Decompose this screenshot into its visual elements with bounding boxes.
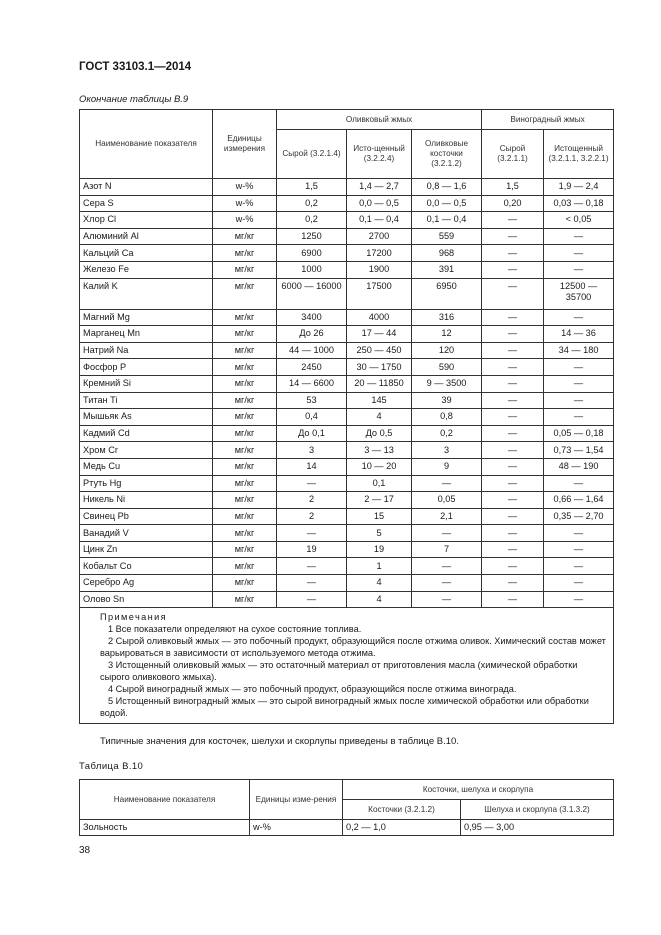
cell-olive-exhausted: 145 [347,392,412,409]
subheader-grape-raw: Сырой (3.2.1.1) [482,130,544,179]
cell-olive-raw: — [277,575,347,592]
cell-name: Ртуть Hg [80,475,213,492]
table-row [80,409,614,426]
cell-unit: мг/кг [213,525,277,542]
cell-olive-raw: 1250 [277,228,347,245]
cell-olive-pits: — [412,575,482,592]
cell-grape-raw: — [482,591,544,608]
cell-name: Железо Fe [80,261,213,278]
cell-olive-exhausted: 2700 [347,228,412,245]
t10-cell-name: Зольность [80,820,250,836]
cell-olive-raw: 6000 — 16000 [277,278,347,309]
t10-subheader-husk: Шелуха и скорлупа (3.1.3.2) [461,800,614,820]
subheader-olive-pits: Оливковые косточки (3.2.1.2) [412,130,482,179]
note-item: 2 Сырой оливковый жмых — это побочный продукт, образующийся после отжима оливок. Химический состав может варьироваться в зависимости от используемого метода отжима. [100,636,606,659]
column-header-name: Наименование показателя [80,110,213,179]
t10-subheader-pits: Косточки (3.2.1.2) [343,800,461,820]
notes-title: Примечания [100,612,168,623]
note-item: 5 Истощенный виноградный жмых — это сырой виноградный жмых после химической обработки или обработки водой. [100,696,589,719]
cell-grape-raw: — [482,359,544,376]
cell-unit: мг/кг [213,591,277,608]
cell-unit: мг/кг [213,228,277,245]
cell-olive-pits: 559 [412,228,482,245]
cell-olive-pits: 9 [412,458,482,475]
cell-name: Никель Ni [80,492,213,509]
cell-olive-pits: 0,05 [412,492,482,509]
cell-olive-exhausted: 1,4 — 2,7 [347,179,412,196]
cell-grape-exhausted: 1,9 — 2,4 [544,179,614,196]
cell-olive-pits: 3 [412,442,482,459]
cell-name: Свинец Pb [80,508,213,525]
cell-olive-exhausted: 5 [347,525,412,542]
cell-unit: мг/кг [213,575,277,592]
cell-olive-pits: 391 [412,261,482,278]
cell-grape-exhausted: — [544,575,614,592]
cell-grape-exhausted: 0,35 — 2,70 [544,508,614,525]
cell-olive-pits: 7 [412,541,482,558]
cell-olive-raw: 3 [277,442,347,459]
cell-olive-pits: 0,2 [412,425,482,442]
cell-olive-exhausted: До 0,5 [347,425,412,442]
table-row [80,261,614,278]
cell-name: Кобальт Co [80,558,213,575]
cell-olive-pits: 968 [412,245,482,262]
cell-name: Сера S [80,195,213,212]
t10-cell-pits: 0,2 — 1,0 [343,820,461,836]
cell-unit: мг/кг [213,508,277,525]
cell-grape-exhausted: — [544,228,614,245]
cell-grape-raw: — [482,228,544,245]
cell-grape-exhausted: < 0,05 [544,212,614,229]
table-b9 [79,109,614,724]
cell-unit: мг/кг [213,342,277,359]
cell-grape-raw: — [482,458,544,475]
cell-unit: мг/кг [213,442,277,459]
cell-unit: мг/кг [213,359,277,376]
cell-grape-exhausted: 34 — 180 [544,342,614,359]
cell-olive-pits: — [412,475,482,492]
subheader-olive-raw: Сырой (3.2.1.4) [277,130,347,179]
cell-olive-exhausted: 15 [347,508,412,525]
paragraph-text: Типичные значения для косточек, шелухи и скорлупы приведены в таблице В.10. [100,736,459,747]
cell-olive-raw: До 0,1 [277,425,347,442]
cell-olive-raw: 44 — 1000 [277,342,347,359]
cell-olive-pits: — [412,558,482,575]
cell-grape-raw: — [482,575,544,592]
cell-unit: w-% [213,195,277,212]
cell-olive-exhausted: 4 [347,409,412,426]
cell-grape-exhausted: — [544,392,614,409]
cell-unit: мг/кг [213,541,277,558]
cell-olive-exhausted: 19 [347,541,412,558]
cell-olive-raw: 0,4 [277,409,347,426]
cell-name: Фосфор P [80,359,213,376]
cell-unit: мг/кг [213,278,277,309]
cell-olive-pits: 590 [412,359,482,376]
cell-olive-raw: 2450 [277,359,347,376]
table-row [80,492,614,509]
cell-grape-raw: — [482,375,544,392]
cell-olive-exhausted: 1900 [347,261,412,278]
document-header: ГОСТ 33103.1—2014 [79,61,192,73]
column-header-unit: Единицы измерения [213,110,277,179]
table-row [80,558,614,575]
cell-olive-pits: 6950 [412,278,482,309]
cell-grape-raw: — [482,278,544,309]
cell-unit: мг/кг [213,392,277,409]
cell-unit: мг/кг [213,409,277,426]
cell-grape-raw: — [482,541,544,558]
table-row [80,458,614,475]
cell-unit: мг/кг [213,261,277,278]
cell-olive-exhausted: 30 — 1750 [347,359,412,376]
note-item: 3 Истощенный оливковый жмых — это остаточный материал от приготовления масла (химической обработки сырого оливкового жмыха). [100,660,578,683]
cell-olive-exhausted: 2 — 17 [347,492,412,509]
cell-name: Ванадий V [80,525,213,542]
cell-name: Азот N [80,179,213,196]
table-row [80,326,614,343]
cell-name: Марганец Mn [80,326,213,343]
cell-olive-pits: 2,1 [412,508,482,525]
group-header-olive: Оливковый жмых [277,110,482,130]
cell-unit: w-% [213,212,277,229]
cell-grape-exhausted: — [544,558,614,575]
t10-column-header-unit: Единицы изме-рения [250,780,343,820]
table-row [80,508,614,525]
t10-cell-unit: w-% [250,820,343,836]
table-notes [80,608,614,724]
cell-name: Калий K [80,278,213,309]
cell-olive-exhausted: 0,1 — 0,4 [347,212,412,229]
cell-olive-exhausted: 17200 [347,245,412,262]
table-row [80,375,614,392]
table-b10-caption: Таблица В.10 [79,761,144,772]
cell-grape-exhausted: 48 — 190 [544,458,614,475]
cell-olive-exhausted: 0,1 [347,475,412,492]
cell-grape-exhausted: — [544,245,614,262]
cell-olive-raw: — [277,525,347,542]
cell-name: Кремний Si [80,375,213,392]
cell-olive-exhausted: 20 — 11850 [347,375,412,392]
subheader-grape-exhausted: Истощенный (3.2.1.1, 3.2.2.1) [544,130,614,179]
cell-olive-exhausted: 1 [347,558,412,575]
subheader-olive-exhausted: Исто-щенный (3.2.2.4) [347,130,412,179]
table-row [80,392,614,409]
cell-olive-pits: — [412,591,482,608]
cell-grape-exhausted: — [544,409,614,426]
cell-grape-exhausted: 0,05 — 0,18 [544,425,614,442]
cell-unit: мг/кг [213,245,277,262]
cell-olive-raw: 14 [277,458,347,475]
t10-column-header-name: Наименование показателя [80,780,250,820]
cell-grape-raw: — [482,558,544,575]
table-row [80,442,614,459]
cell-grape-exhausted: 14 — 36 [544,326,614,343]
cell-name: Кадмий Cd [80,425,213,442]
cell-name: Кальций Ca [80,245,213,262]
table-row [80,475,614,492]
cell-unit: мг/кг [213,309,277,326]
note-item: 1 Все показатели определяют на сухое состояние топлива. [108,624,362,635]
cell-olive-pits: 39 [412,392,482,409]
cell-grape-exhausted: 0,03 — 0,18 [544,195,614,212]
table-b10 [79,779,614,836]
cell-olive-pits: 0,8 — 1,6 [412,179,482,196]
cell-grape-raw: — [482,309,544,326]
cell-grape-raw: — [482,525,544,542]
cell-name: Алюминий Al [80,228,213,245]
cell-name: Натрий Na [80,342,213,359]
cell-unit: w-% [213,179,277,196]
cell-name: Цинк Zn [80,541,213,558]
cell-grape-raw: — [482,342,544,359]
cell-olive-raw: 0,2 [277,195,347,212]
cell-olive-exhausted: 250 — 450 [347,342,412,359]
cell-olive-exhausted: 0,0 — 0,5 [347,195,412,212]
cell-name: Хлор Cl [80,212,213,229]
cell-grape-raw: — [482,245,544,262]
table-row [80,591,614,608]
cell-grape-raw: — [482,261,544,278]
cell-name: Хром Cr [80,442,213,459]
cell-olive-exhausted: 4 [347,575,412,592]
cell-olive-raw: 3400 [277,309,347,326]
cell-grape-raw: — [482,212,544,229]
group-header-grape: Виноградный жмых [482,110,614,130]
cell-unit: мг/кг [213,458,277,475]
cell-name: Мышьяк As [80,409,213,426]
table-row [80,278,614,309]
cell-grape-exhausted: 0,73 — 1,54 [544,442,614,459]
cell-olive-raw: — [277,558,347,575]
cell-name: Титан Ti [80,392,213,409]
table-row [80,525,614,542]
notes-row [80,608,614,724]
t10-group-header: Косточки, шелуха и скорлупа [343,780,614,800]
cell-name: Олово Sn [80,591,213,608]
page-number: 38 [79,845,91,856]
cell-olive-pits: 316 [412,309,482,326]
cell-grape-exhausted: — [544,525,614,542]
table-b9-caption: Окончание таблицы В.9 [79,94,189,105]
cell-grape-exhausted: 0,66 — 1,64 [544,492,614,509]
cell-olive-exhausted: 17 — 44 [347,326,412,343]
table-row [80,228,614,245]
cell-olive-exhausted: 17500 [347,278,412,309]
cell-grape-raw: — [482,425,544,442]
cell-olive-pits: 9 — 3500 [412,375,482,392]
cell-grape-raw: — [482,442,544,459]
table-row [80,309,614,326]
cell-unit: мг/кг [213,425,277,442]
table-row [80,359,614,376]
cell-grape-raw: — [482,475,544,492]
cell-grape-raw: 0,20 [482,195,544,212]
cell-name: Медь Cu [80,458,213,475]
cell-grape-raw: — [482,392,544,409]
cell-olive-raw: — [277,475,347,492]
cell-unit: мг/кг [213,558,277,575]
cell-unit: мг/кг [213,375,277,392]
cell-grape-exhausted: 12500 — 35700 [544,278,614,309]
cell-olive-raw: 19 [277,541,347,558]
cell-olive-exhausted: 3 — 13 [347,442,412,459]
cell-olive-raw: 6900 [277,245,347,262]
cell-grape-raw: 1,5 [482,179,544,196]
cell-olive-exhausted: 4 [347,591,412,608]
table-row [80,245,614,262]
cell-grape-raw: — [482,508,544,525]
cell-grape-raw: — [482,409,544,426]
cell-unit: мг/кг [213,475,277,492]
cell-olive-raw: 53 [277,392,347,409]
cell-olive-pits: 12 [412,326,482,343]
cell-grape-exhausted: — [544,541,614,558]
cell-olive-raw: 1,5 [277,179,347,196]
cell-olive-raw: — [277,591,347,608]
cell-olive-raw: 2 [277,508,347,525]
cell-grape-exhausted: — [544,375,614,392]
cell-olive-pits: 120 [412,342,482,359]
cell-name: Серебро Ag [80,575,213,592]
cell-olive-pits: 0,8 [412,409,482,426]
cell-olive-raw: 14 — 6600 [277,375,347,392]
cell-olive-pits: — [412,525,482,542]
cell-olive-pits: 0,0 — 0,5 [412,195,482,212]
note-item: 4 Сырой виноградный жмых — это побочный продукт, образующийся после отжима винограда. [108,684,517,695]
cell-grape-exhausted: — [544,591,614,608]
cell-grape-exhausted: — [544,309,614,326]
cell-olive-exhausted: 10 — 20 [347,458,412,475]
cell-olive-raw: До 26 [277,326,347,343]
cell-unit: мг/кг [213,326,277,343]
table-row [80,425,614,442]
table-row [80,541,614,558]
table-row [80,575,614,592]
cell-olive-pits: 0,1 — 0,4 [412,212,482,229]
cell-grape-exhausted: — [544,475,614,492]
table-row [80,342,614,359]
cell-name: Магний Mg [80,309,213,326]
table-row [80,195,614,212]
cell-grape-exhausted: — [544,359,614,376]
table-row [80,820,614,836]
cell-olive-raw: 0,2 [277,212,347,229]
cell-grape-exhausted: — [544,261,614,278]
table-row [80,179,614,196]
cell-grape-raw: — [482,492,544,509]
cell-grape-raw: — [482,326,544,343]
cell-olive-exhausted: 4000 [347,309,412,326]
cell-unit: мг/кг [213,492,277,509]
t10-cell-husk: 0,95 — 3,00 [461,820,614,836]
cell-olive-raw: 1000 [277,261,347,278]
cell-olive-raw: 2 [277,492,347,509]
table-row [80,212,614,229]
